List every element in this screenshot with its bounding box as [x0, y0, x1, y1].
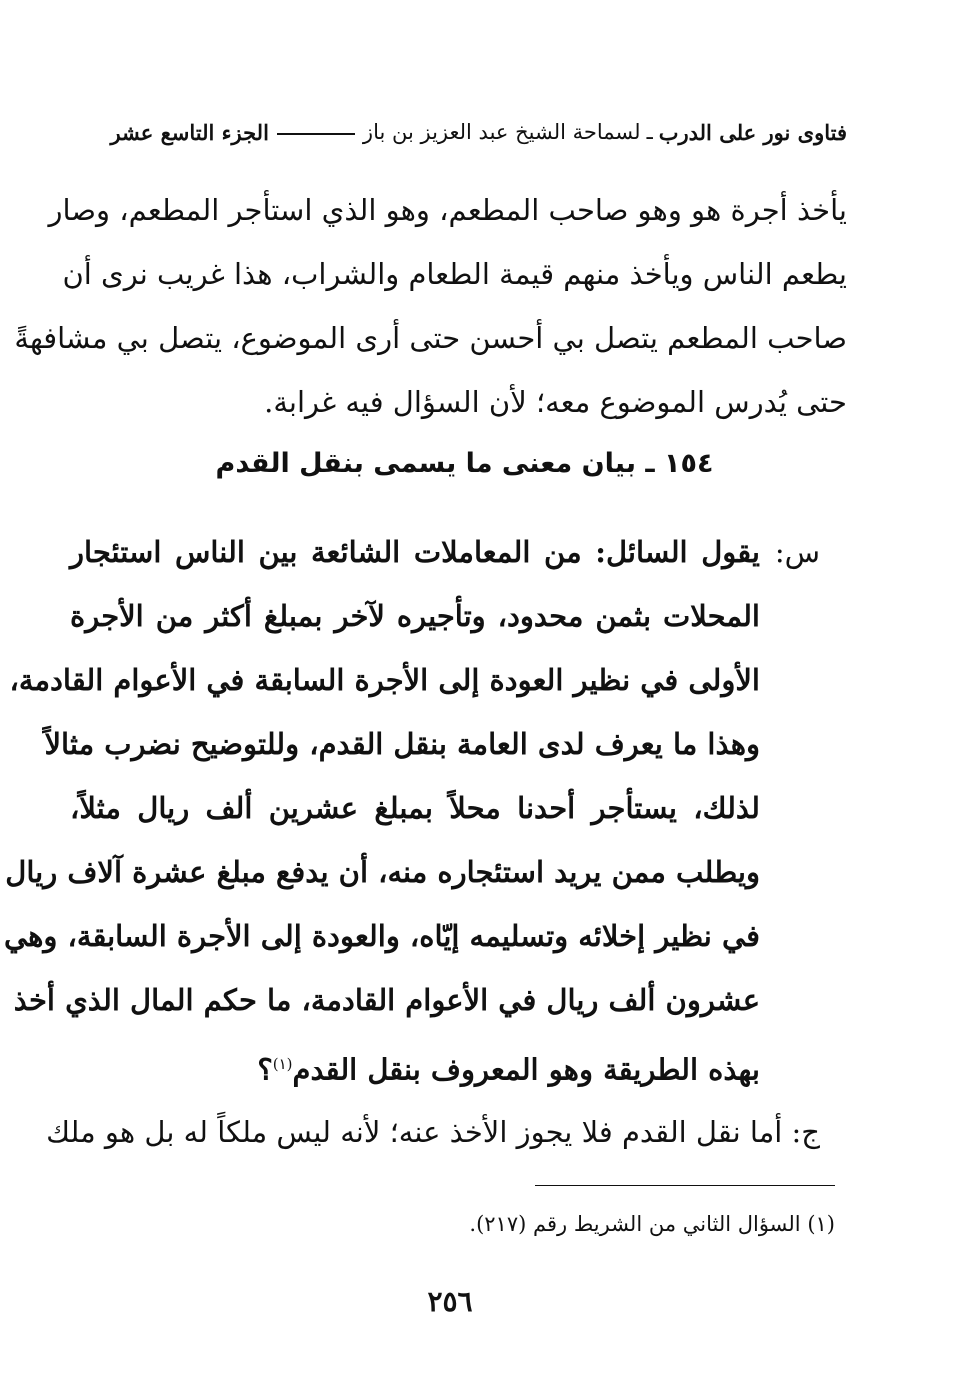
question-block	[3, 520, 820, 1102]
volume-part: الجزء التاسع عشر	[110, 119, 269, 145]
intro-line: يطعم الناس ويأخذ منهم قيمة الطعام والشراب، هذا غريب نرى أن	[62, 257, 847, 291]
question-mark: ؟	[257, 1052, 273, 1087]
header-separator: ـ	[646, 120, 653, 144]
intro-line: يأخذ أجرة هو وهو صاحب المطعم، وهو الذي استأجر المطعم، وصار	[48, 193, 847, 227]
book-title: فتاوى نور على الدرب	[658, 119, 847, 145]
question-line: عشرون ألف ريال في الأعوام القادمة، ما حكم المال الذي أخذ	[13, 983, 760, 1017]
intro-line: صاحب المطعم يتصل بي أحسن حتى أرى الموضوع، يتصل بي مشافهةً	[14, 321, 847, 355]
question-body	[3, 520, 760, 1102]
question-line: لذلك، يستأجر أحدنا محلاً بمبلغ عشرين ألف ريال مثلاً،	[70, 791, 760, 825]
section-title: ١٥٤ ـ بيان معنى ما يسمى بنقل القدم	[215, 448, 714, 479]
question-line-last	[70, 1032, 760, 1102]
author-name: لسماحة الشيخ عبد العزيز بن باز	[362, 120, 641, 144]
question-label: س:	[774, 535, 820, 569]
question-line: يقول السائل: من المعاملات الشائعة بين الناس استئجار	[70, 535, 760, 569]
question-line: ويطلب ممن يريد استئجاره منه، أن يدفع مبلغ عشرة آلاف ريال	[5, 855, 760, 889]
footnote-divider	[535, 1185, 835, 1186]
intro-paragraph	[14, 178, 847, 434]
footnote-reference[interactable]: (١)	[272, 1055, 293, 1073]
running-header	[82, 112, 847, 152]
question-line: المحلات بثمن محدود، وتأجيره لآخر بمبلغ أكثر من الأجرة	[70, 599, 760, 633]
answer-line: ج: أما نقل القدم فلا يجوز الأخذ عنه؛ لأنه ليس ملكاً له بل هو ملك	[46, 1115, 820, 1149]
question-line-text: بهذه الطريقة وهو المعروف بنقل القدم	[292, 1052, 760, 1087]
intro-line: حتى يُدرس الموضوع معه؛ لأن السؤال فيه غرابة.	[264, 385, 847, 419]
footnote-text: (١) السؤال الثاني من الشريط رقم (٢١٧).	[469, 1212, 835, 1236]
question-line: الأولى في نظير العودة إلى الأجرة السابقة في الأعوام القادمة،	[9, 663, 760, 697]
question-line: وهذا ما يعرف لدى العامة بنقل القدم، وللتوضيح نضرب مثالاً	[44, 727, 760, 761]
question-line: في نظير إخلائه وتسليمه إيّاه، والعودة إلى الأجرة السابقة، وهي	[3, 919, 760, 953]
header-rule	[277, 133, 355, 135]
page-number: ٢٥٦	[427, 1285, 473, 1318]
